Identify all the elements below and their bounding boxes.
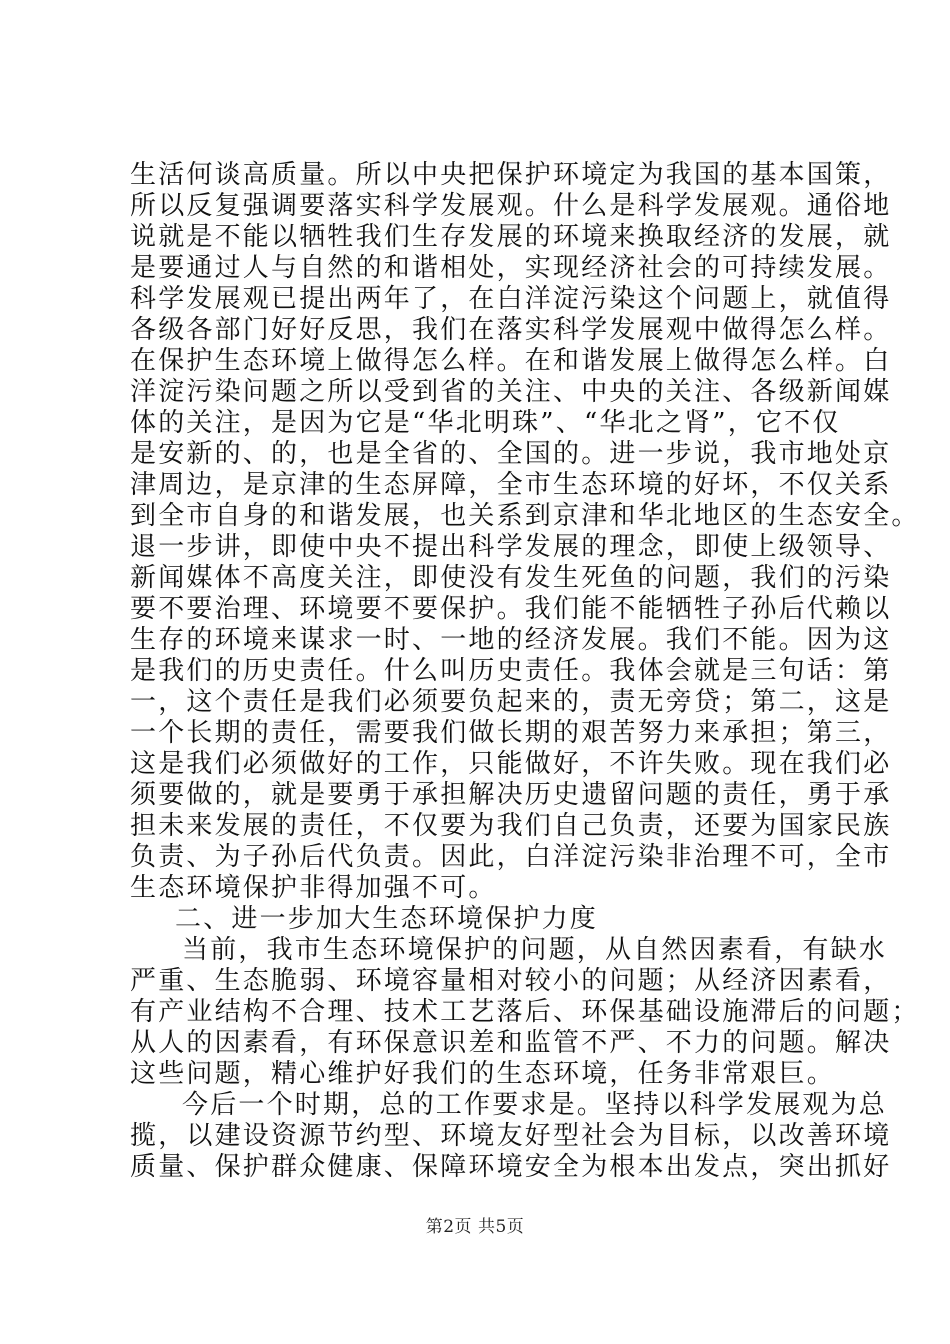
text-line: 说就是不能以牺牲我们生存发展的环境来换取经济的发展，就 <box>130 222 892 252</box>
text-line: 这些问题，精心维护好我们的生态环境，任务非常艰巨。 <box>130 1059 836 1089</box>
text-line: 洋淀污染问题之所以受到省的关注、中央的关注、各级新闻媒 <box>130 377 892 407</box>
text-line: 在保护生态环境上做得怎么样。在和谐发展上做得怎么样。白 <box>130 346 892 376</box>
text-line: 是我们的历史责任。什么叫历史责任。我体会就是三句话：第 <box>130 656 892 686</box>
section-heading: 二、进一步加大生态环境保护力度 <box>175 904 599 934</box>
text-line: 新闻媒体不高度关注，即使没有发生死鱼的问题，我们的污染 <box>130 563 892 593</box>
text-line: 揽，以建设资源节约型、环境友好型社会为目标，以改善环境 <box>130 1121 892 1151</box>
text-line: 须要做的，就是要勇于承担解决历史遗留问题的责任，勇于承 <box>130 780 892 810</box>
text-line: 生存的环境来谋求一时、一地的经济发展。我们不能。因为这 <box>130 625 892 655</box>
text-line: 所以反复强调要落实科学发展观。什么是科学发展观。通俗地 <box>130 191 892 221</box>
text-line: 退一步讲，即使中央不提出科学发展的理念，即使上级领导、 <box>130 532 892 562</box>
text-line: 各级各部门好好反思，我们在落实科学发展观中做得怎么样。 <box>130 315 892 345</box>
text-line: 负责、为子孙后代负责。因此，白洋淀污染非治理不可，全市 <box>130 842 892 872</box>
text-line: 体的关注，是因为它是“华北明珠”、“华北之肾”，它不仅 <box>130 408 841 438</box>
text-line: 担未来发展的责任，不仅要为我们自己负责，还要为国家民族 <box>130 811 892 841</box>
page-number-footer: 第2页 共5页 <box>425 1217 525 1237</box>
body-text <box>130 160 920 1183</box>
text-line: 质量、保护群众健康、保障环境安全为根本出发点，突出抓好 <box>130 1152 892 1182</box>
text-line: 一个长期的责任，需要我们做长期的艰苦努力来承担；第三， <box>130 718 892 748</box>
text-line: 当前，我市生态环境保护的问题，从自然因素看，有缺水 <box>182 935 888 965</box>
text-line: 生活何谈高质量。所以中央把保护环境定为我国的基本国策， <box>130 160 892 190</box>
text-line: 到全市自身的和谐发展，也关系到京津和华北地区的生态安全。 <box>130 501 920 531</box>
text-line: 要不要治理、环境要不要保护。我们能不能牺牲子孙后代赖以 <box>130 594 892 624</box>
text-line: 生态环境保护非得加强不可。 <box>130 873 497 903</box>
text-line: 从人的因素看，有环保意识差和监管不严、不力的问题。解决 <box>130 1028 892 1058</box>
text-line: 是要通过人与自然的和谐相处，实现经济社会的可持续发展。 <box>130 253 892 283</box>
text-line: 科学发展观已提出两年了，在白洋淀污染这个问题上，就值得 <box>130 284 892 314</box>
text-line: 津周边，是京津的生态屏障，全市生态环境的好坏，不仅关系 <box>130 470 892 500</box>
text-line: 有产业结构不合理、技术工艺落后、环保基础设施滞后的问题； <box>130 997 920 1027</box>
text-line: 严重、生态脆弱、环境容量相对较小的问题；从经济因素看， <box>130 966 892 996</box>
text-line: 是安新的、的，也是全省的、全国的。进一步说，我市地处京 <box>130 439 892 469</box>
text-line: 今后一个时期，总的工作要求是。坚持以科学发展观为总 <box>182 1090 888 1120</box>
text-line: 一，这个责任是我们必须要负起来的，责无旁贷；第二，这是 <box>130 687 892 717</box>
text-line: 这是我们必须做好的工作，只能做好，不许失败。现在我们必 <box>130 749 892 779</box>
